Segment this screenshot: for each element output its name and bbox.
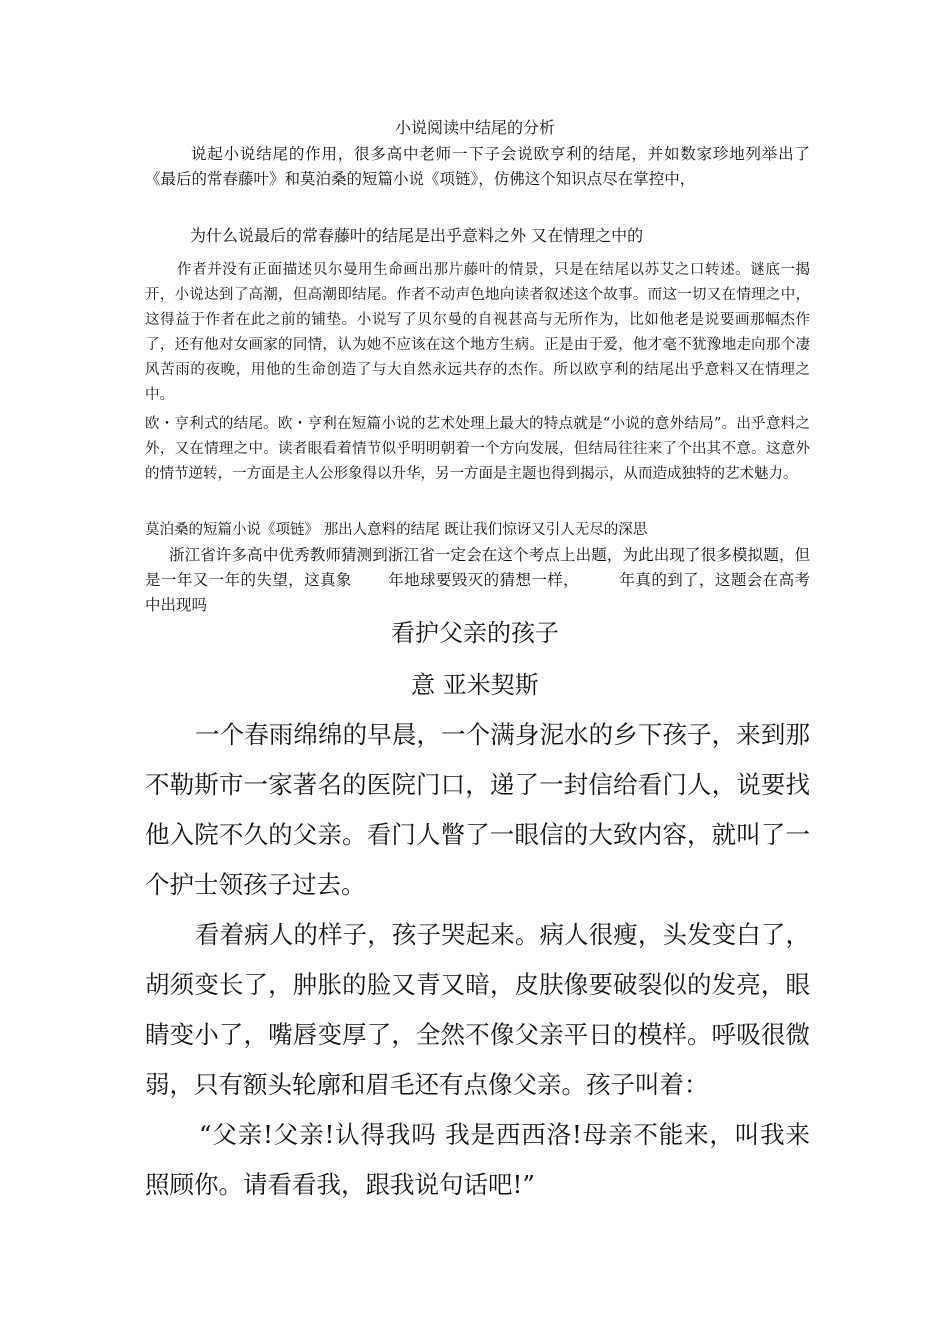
zhejiang-paragraph (145, 543, 810, 618)
maupassant-line: 莫泊桑的短篇小说《项链》 那出人意料的结尾 既让我们惊讶又引人无尽的深思 (145, 522, 648, 538)
story-paragraph: “父亲!父亲!认得我吗 我是西西洛!母亲不能来，叫我来照顾你。请看看我，跟我说句话吧!” (145, 1120, 810, 1199)
intro-paragraph: 说起小说结尾的作用，很多高中老师一下子会说欧亨利的结尾，并如数家珍地列举出了《最后的常春藤叶》和莫泊桑的短篇小说《项链》，仿佛这个知识点尽在掌控中， (145, 145, 810, 188)
zhejiang-text-part3: 年真的到了，这题会在高考中出现吗 (145, 571, 810, 614)
zhejiang-text-part2: 年地球要毁灭的猜想一样， (387, 571, 580, 589)
story-paragraph: 一个春雨绵绵的早晨，一个满身泥水的乡下孩子，来到那不勒斯市一家著名的医院门口，递了一封信给看门人，说要找他入院不久的父亲。看门人瞥了一眼信的大致内容，就叫了一个护士领孩子过去。 (145, 720, 810, 899)
ohenry-paragraph: 欧・亨利式的结尾。欧・亨利在短篇小说的艺术处理上最大的特点就是“小说的意外结局”。出乎意料之外，又在情理之中。读者眼看着情节似乎明明朝着一个方向发展，但结局往往来了个出其不意。这意外的情节逆转，一方面是主人公形象得以升华，另一方面是主题也得到揭示，从而造成独特的艺术魅力。 (145, 416, 810, 482)
question-heading: 为什么说最后的常春藤叶的结尾是出乎意料之外 又在情理之中的 (190, 226, 644, 245)
story-paragraph: 看着病人的样子，孩子哭起来。病人很瘦，头发变白了，胡须变长了，肿胀的脸又青又暗，皮肤像要破裂似的发亮，眼睛变小了，嘴唇变厚了，全然不像父亲平日的模样。呼吸很微弱，只有额头轮廓和眉毛还有点像父亲。孩子叫着： (145, 920, 810, 1099)
zhejiang-text-part1: 浙江省许多高中优秀教师猜测到浙江省一定会在这个考点上出题，为此出现了很多模拟题，但是一年又一年的失望，这真象 (145, 546, 810, 589)
article-title: 小说阅读中结尾的分析 (394, 118, 555, 137)
story-title: 看护父亲的孩子 (391, 619, 559, 647)
analysis-paragraph: 作者并没有正面描述贝尔曼用生命画出那片藤叶的情景，只是在结尾以苏艾之口转述。谜底一揭开，小说达到了高潮，但高潮即结尾。作者不动声色地向读者叙述这个故事。而这一切又在情理之中，这得益于作者在此之前的铺垫。小说写了贝尔曼的自视甚高与无所作为，比如他老是说要画那幅杰作了，还有他对女画家的同情，认为她不应该在这个地方生病。正是由于爱，他才毫不犹豫地走向那个凄风苦雨的夜晚，用他的生命创造了与大自然永远共存的杰作。所以欧亨利的结尾出乎意料又在情理之中。 (145, 262, 810, 403)
story-author: 意 亚米契斯 (411, 671, 539, 699)
